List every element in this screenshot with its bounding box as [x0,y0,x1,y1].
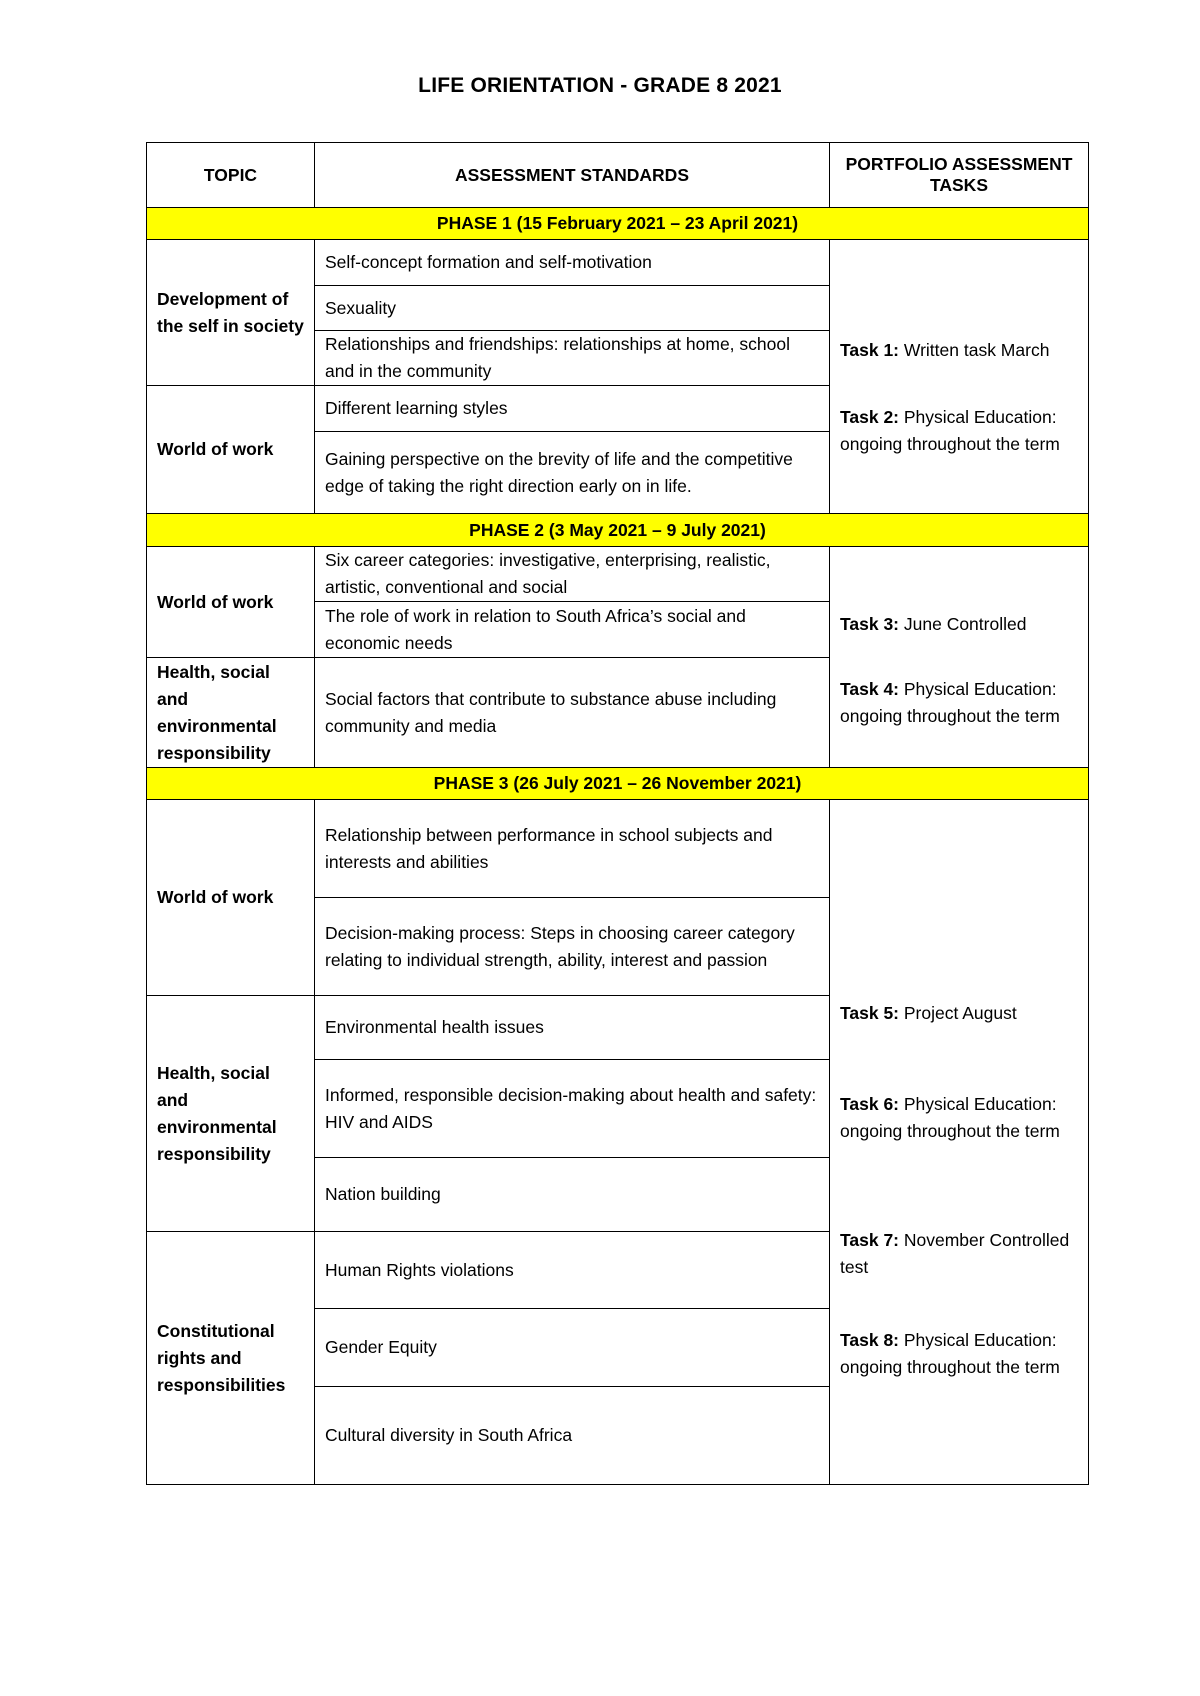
topic-cell: World of work [147,547,315,658]
document-title: LIFE ORIENTATION - GRADE 8 2021 [418,74,782,97]
standard-cell: Decision-making process: Steps in choosing career category relating to individual strength, ability, interest and passion [315,898,830,996]
task-entry: Task 6: Physical Education: ongoing throughout the term [840,1093,1060,1141]
standard-cell: Self-concept formation and self-motivation [315,240,830,286]
task-label: Task 6: [840,1093,900,1114]
standard-cell: Gaining perspective on the brevity of life and the competitive edge of taking the right direction early on in life. [315,432,830,514]
topic-cell: Constitutional rights and responsibilities [147,1232,315,1485]
standard-cell: Cultural diversity in South Africa [315,1387,830,1485]
topic-cell: World of work [147,386,315,514]
standard-cell: Gender Equity [315,1309,830,1387]
task-entry: Task 3: June Controlled [840,613,1027,634]
task-label: Task 2: [840,407,900,427]
header-tasks: PORTFOLIO ASSESSMENT TASKS [830,143,1089,208]
task-entry: Task 5: Project August [840,1002,1017,1023]
standard-cell: The role of work in relation to South Africa’s social and economic needs [315,602,830,658]
header-standards: ASSESSMENT STANDARDS [315,143,830,208]
task-entry: Task 4: Physical Education: ongoing throughout the term [840,678,1060,726]
tasks-cell [830,547,1089,768]
assessment-plan-table [146,142,1089,1485]
topic-cell: World of work [147,800,315,996]
standard-cell: Six career categories: investigative, enterprising, realistic, artistic, conventional and social [315,547,830,602]
standard-cell: Nation building [315,1158,830,1232]
header-row [147,143,1089,208]
standard-cell: Sexuality [315,286,830,331]
task-entry: Task 7: November Controlled test [840,1229,1070,1277]
standard-cell: Informed, responsible decision-making about health and safety: HIV and AIDS [315,1060,830,1158]
task-label: Task 5: [840,1002,900,1023]
topic-cell: Health, social and environmental responsibility [147,996,315,1232]
phase-3-banner: PHASE 3 (26 July 2021 – 26 November 2021) [147,768,1089,800]
phase-2-banner: PHASE 2 (3 May 2021 – 9 July 2021) [147,514,1089,547]
standard-cell: Environmental health issues [315,996,830,1060]
tasks-cell [830,240,1089,514]
standard-cell: Social factors that contribute to substance abuse including community and media [315,658,830,768]
topic-cell: Health, social and environmental responsibility [147,658,315,768]
standard-cell: Relationship between performance in school subjects and interests and abilities [315,800,830,898]
phase-1-banner: PHASE 1 (15 February 2021 – 23 April 2021) [147,208,1089,240]
task-label: Task 3: [840,613,900,634]
task-label: Task 1: [840,340,900,360]
tasks-cell [830,800,1089,1485]
task-entry: Task 2: Physical Education: ongoing throughout the term [840,407,1060,454]
task-entry: Task 8: Physical Education: ongoing throughout the term [840,1329,1060,1377]
header-topic: TOPIC [147,143,315,208]
standard-cell: Different learning styles [315,386,830,432]
task-label: Task 8: [840,1329,900,1350]
task-label: Task 4: [840,678,900,699]
standard-cell: Human Rights violations [315,1232,830,1309]
task-label: Task 7: [840,1229,900,1250]
topic-cell: Development of the self in society [147,240,315,386]
standard-cell: Relationships and friendships: relationships at home, school and in the community [315,331,830,386]
task-entry: Task 1: Written task March [840,340,1050,360]
